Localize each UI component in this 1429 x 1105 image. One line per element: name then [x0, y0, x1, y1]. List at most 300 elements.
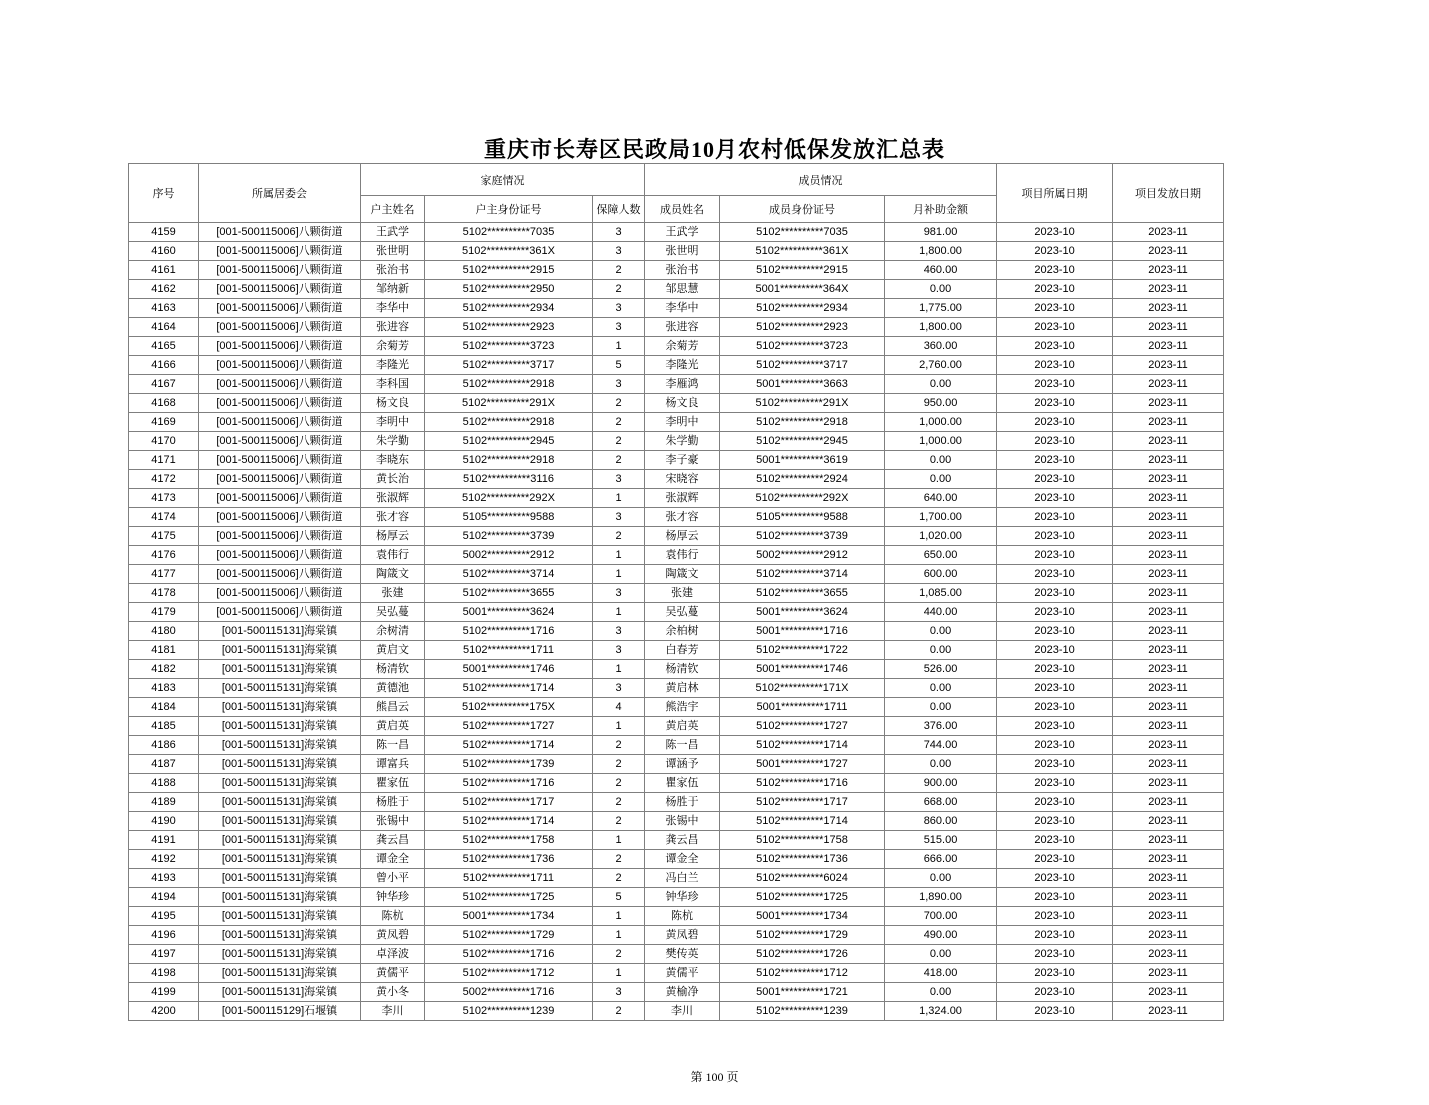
cell-head-id: 5102**********3714 — [425, 565, 593, 584]
table-row — [129, 945, 1224, 964]
cell-project-month: 2023-10 — [997, 242, 1113, 261]
cell-subsidy-amount: 1,800.00 — [885, 318, 997, 337]
cell-committee: [001-500115131]海棠镇 — [199, 755, 361, 774]
table-row — [129, 527, 1224, 546]
cell-head-id: 5102**********2918 — [425, 413, 593, 432]
cell-protected-count: 2 — [593, 945, 645, 964]
cell-issue-month: 2023-11 — [1113, 337, 1224, 356]
cell-subsidy-amount: 950.00 — [885, 394, 997, 413]
cell-project-month: 2023-10 — [997, 660, 1113, 679]
cell-issue-month: 2023-11 — [1113, 660, 1224, 679]
cell-subsidy-amount: 600.00 — [885, 565, 997, 584]
cell-issue-month: 2023-11 — [1113, 603, 1224, 622]
cell-subsidy-amount: 700.00 — [885, 907, 997, 926]
page-title: 重庆市长寿区民政局10月农村低保发放汇总表 — [483, 137, 945, 162]
cell-member-id: 5001**********1711 — [720, 698, 885, 717]
cell-serial: 4184 — [129, 698, 199, 717]
cell-committee: [001-500115006]八颗街道 — [199, 603, 361, 622]
cell-head-id: 5102**********1711 — [425, 869, 593, 888]
cell-head-name: 陈杭 — [361, 907, 425, 926]
cell-subsidy-amount: 490.00 — [885, 926, 997, 945]
cell-serial: 4197 — [129, 945, 199, 964]
cell-project-month: 2023-10 — [997, 945, 1113, 964]
cell-project-month: 2023-10 — [997, 375, 1113, 394]
table-row — [129, 470, 1224, 489]
cell-member-id: 5102**********1725 — [720, 888, 885, 907]
cell-head-name: 谭金全 — [361, 850, 425, 869]
cell-head-name: 黄小冬 — [361, 983, 425, 1002]
cell-project-month: 2023-10 — [997, 679, 1113, 698]
cell-member-id: 5102**********7035 — [720, 223, 885, 242]
cell-subsidy-amount: 1,775.00 — [885, 299, 997, 318]
cell-member-id: 5001**********3663 — [720, 375, 885, 394]
header-member-id: 成员身份证号 — [720, 196, 885, 223]
cell-head-name: 杨厚云 — [361, 527, 425, 546]
cell-member-name: 张淑辉 — [645, 489, 720, 508]
header-protected-count: 保障人数 — [593, 196, 645, 223]
cell-project-month: 2023-10 — [997, 584, 1113, 603]
cell-member-name: 李华中 — [645, 299, 720, 318]
table-row — [129, 280, 1224, 299]
cell-issue-month: 2023-11 — [1113, 945, 1224, 964]
cell-subsidy-amount: 526.00 — [885, 660, 997, 679]
cell-committee: [001-500115006]八颗街道 — [199, 546, 361, 565]
cell-serial: 4198 — [129, 964, 199, 983]
cell-serial: 4180 — [129, 622, 199, 641]
cell-head-name: 李明中 — [361, 413, 425, 432]
cell-member-id: 5102**********6024 — [720, 869, 885, 888]
table-row — [129, 736, 1224, 755]
cell-protected-count: 2 — [593, 812, 645, 831]
cell-subsidy-amount: 2,760.00 — [885, 356, 997, 375]
cell-project-month: 2023-10 — [997, 318, 1113, 337]
cell-serial: 4181 — [129, 641, 199, 660]
cell-serial: 4170 — [129, 432, 199, 451]
cell-head-id: 5102**********2923 — [425, 318, 593, 337]
cell-subsidy-amount: 0.00 — [885, 622, 997, 641]
cell-member-id: 5001**********1727 — [720, 755, 885, 774]
cell-member-name: 杨胜于 — [645, 793, 720, 812]
cell-head-id: 5102**********3655 — [425, 584, 593, 603]
cell-issue-month: 2023-11 — [1113, 413, 1224, 432]
cell-serial: 4175 — [129, 527, 199, 546]
cell-member-name: 李隆光 — [645, 356, 720, 375]
cell-subsidy-amount: 0.00 — [885, 945, 997, 964]
cell-head-id: 5102**********3723 — [425, 337, 593, 356]
cell-subsidy-amount: 0.00 — [885, 375, 997, 394]
cell-member-name: 袁伟行 — [645, 546, 720, 565]
header-member-group: 成员情况 — [645, 164, 997, 196]
cell-head-id: 5102**********1736 — [425, 850, 593, 869]
table-row — [129, 565, 1224, 584]
cell-project-month: 2023-10 — [997, 622, 1113, 641]
cell-subsidy-amount: 860.00 — [885, 812, 997, 831]
cell-protected-count: 3 — [593, 470, 645, 489]
cell-head-name: 李晓东 — [361, 451, 425, 470]
cell-member-id: 5001**********1716 — [720, 622, 885, 641]
cell-serial: 4195 — [129, 907, 199, 926]
cell-committee: [001-500115006]八颗街道 — [199, 432, 361, 451]
cell-project-month: 2023-10 — [997, 223, 1113, 242]
cell-project-month: 2023-10 — [997, 299, 1113, 318]
cell-committee: [001-500115006]八颗街道 — [199, 527, 361, 546]
cell-head-id: 5002**********1716 — [425, 983, 593, 1002]
cell-head-name: 袁伟行 — [361, 546, 425, 565]
cell-subsidy-amount: 515.00 — [885, 831, 997, 850]
cell-member-name: 陈杭 — [645, 907, 720, 926]
table-row — [129, 584, 1224, 603]
cell-issue-month: 2023-11 — [1113, 584, 1224, 603]
cell-serial: 4178 — [129, 584, 199, 603]
table-row — [129, 223, 1224, 242]
cell-subsidy-amount: 0.00 — [885, 280, 997, 299]
header-family-group: 家庭情况 — [361, 164, 645, 196]
cell-member-name: 王武学 — [645, 223, 720, 242]
cell-issue-month: 2023-11 — [1113, 375, 1224, 394]
cell-member-id: 5102**********291X — [720, 394, 885, 413]
cell-subsidy-amount: 640.00 — [885, 489, 997, 508]
cell-member-id: 5102**********1239 — [720, 1002, 885, 1021]
table-row — [129, 831, 1224, 850]
table-row — [129, 660, 1224, 679]
cell-subsidy-amount: 0.00 — [885, 983, 997, 1002]
cell-protected-count: 3 — [593, 223, 645, 242]
cell-protected-count: 4 — [593, 698, 645, 717]
cell-serial: 4177 — [129, 565, 199, 584]
cell-project-month: 2023-10 — [997, 698, 1113, 717]
cell-subsidy-amount: 0.00 — [885, 698, 997, 717]
cell-head-id: 5102**********1725 — [425, 888, 593, 907]
cell-head-id: 5001**********3624 — [425, 603, 593, 622]
cell-member-name: 李子豪 — [645, 451, 720, 470]
cell-subsidy-amount: 650.00 — [885, 546, 997, 565]
cell-project-month: 2023-10 — [997, 261, 1113, 280]
cell-member-name: 黄儒平 — [645, 964, 720, 983]
cell-protected-count: 3 — [593, 679, 645, 698]
cell-member-name: 张进容 — [645, 318, 720, 337]
cell-head-name: 张世明 — [361, 242, 425, 261]
cell-head-id: 5102**********1739 — [425, 755, 593, 774]
cell-head-name: 杨文良 — [361, 394, 425, 413]
cell-head-name: 杨胜于 — [361, 793, 425, 812]
cell-serial: 4182 — [129, 660, 199, 679]
cell-serial: 4169 — [129, 413, 199, 432]
cell-head-name: 钟华珍 — [361, 888, 425, 907]
cell-subsidy-amount: 1,700.00 — [885, 508, 997, 527]
cell-protected-count: 2 — [593, 432, 645, 451]
cell-head-id: 5102**********291X — [425, 394, 593, 413]
cell-member-name: 冯白兰 — [645, 869, 720, 888]
cell-issue-month: 2023-11 — [1113, 983, 1224, 1002]
cell-head-id: 5001**********1746 — [425, 660, 593, 679]
cell-head-id: 5102**********1729 — [425, 926, 593, 945]
cell-committee: [001-500115131]海棠镇 — [199, 698, 361, 717]
cell-head-id: 5102**********3739 — [425, 527, 593, 546]
cell-project-month: 2023-10 — [997, 1002, 1113, 1021]
cell-project-month: 2023-10 — [997, 736, 1113, 755]
cell-head-id: 5102**********1712 — [425, 964, 593, 983]
cell-head-id: 5102**********2934 — [425, 299, 593, 318]
cell-committee: [001-500115131]海棠镇 — [199, 850, 361, 869]
cell-project-month: 2023-10 — [997, 508, 1113, 527]
cell-member-id: 5102**********1758 — [720, 831, 885, 850]
cell-member-name: 钟华珍 — [645, 888, 720, 907]
cell-protected-count: 5 — [593, 888, 645, 907]
cell-committee: [001-500115006]八颗街道 — [199, 299, 361, 318]
cell-committee: [001-500115131]海棠镇 — [199, 774, 361, 793]
page-number: 第 100 页 — [690, 1070, 739, 1084]
cell-issue-month: 2023-11 — [1113, 451, 1224, 470]
cell-protected-count: 2 — [593, 869, 645, 888]
cell-serial: 4183 — [129, 679, 199, 698]
cell-member-id: 5102**********1722 — [720, 641, 885, 660]
cell-serial: 4171 — [129, 451, 199, 470]
cell-protected-count: 1 — [593, 337, 645, 356]
cell-member-name: 吴弘蔓 — [645, 603, 720, 622]
cell-serial: 4173 — [129, 489, 199, 508]
cell-serial: 4166 — [129, 356, 199, 375]
cell-member-name: 余柏树 — [645, 622, 720, 641]
cell-serial: 4190 — [129, 812, 199, 831]
cell-head-name: 张淑辉 — [361, 489, 425, 508]
cell-head-name: 杨清钦 — [361, 660, 425, 679]
cell-head-name: 黄儒平 — [361, 964, 425, 983]
cell-head-name: 熊昌云 — [361, 698, 425, 717]
cell-member-id: 5102**********2915 — [720, 261, 885, 280]
cell-head-id: 5102**********2915 — [425, 261, 593, 280]
cell-project-month: 2023-10 — [997, 831, 1113, 850]
cell-committee: [001-500115131]海棠镇 — [199, 907, 361, 926]
cell-project-month: 2023-10 — [997, 527, 1113, 546]
cell-project-month: 2023-10 — [997, 907, 1113, 926]
cell-member-id: 5102**********1727 — [720, 717, 885, 736]
cell-member-id: 5102**********3655 — [720, 584, 885, 603]
cell-member-id: 5102**********292X — [720, 489, 885, 508]
cell-committee: [001-500115006]八颗街道 — [199, 508, 361, 527]
table-row — [129, 850, 1224, 869]
cell-committee: [001-500115006]八颗街道 — [199, 337, 361, 356]
table-row — [129, 622, 1224, 641]
cell-member-name: 杨文良 — [645, 394, 720, 413]
cell-issue-month: 2023-11 — [1113, 622, 1224, 641]
cell-issue-month: 2023-11 — [1113, 223, 1224, 242]
cell-head-id: 5001**********1734 — [425, 907, 593, 926]
cell-member-name: 龚云昌 — [645, 831, 720, 850]
cell-issue-month: 2023-11 — [1113, 356, 1224, 375]
cell-protected-count: 1 — [593, 964, 645, 983]
cell-member-name: 陈一昌 — [645, 736, 720, 755]
cell-head-id: 5102**********7035 — [425, 223, 593, 242]
cell-project-month: 2023-10 — [997, 356, 1113, 375]
cell-protected-count: 2 — [593, 527, 645, 546]
cell-member-name: 邹思慧 — [645, 280, 720, 299]
cell-project-month: 2023-10 — [997, 565, 1113, 584]
cell-member-id: 5102**********2923 — [720, 318, 885, 337]
table-row — [129, 356, 1224, 375]
cell-project-month: 2023-10 — [997, 641, 1113, 660]
cell-member-name: 杨清钦 — [645, 660, 720, 679]
cell-subsidy-amount: 376.00 — [885, 717, 997, 736]
cell-issue-month: 2023-11 — [1113, 964, 1224, 983]
cell-serial: 4176 — [129, 546, 199, 565]
cell-member-name: 白春芳 — [645, 641, 720, 660]
cell-project-month: 2023-10 — [997, 926, 1113, 945]
cell-subsidy-amount: 0.00 — [885, 451, 997, 470]
cell-member-id: 5102**********2934 — [720, 299, 885, 318]
table-row — [129, 869, 1224, 888]
cell-project-month: 2023-10 — [997, 394, 1113, 413]
cell-committee: [001-500115131]海棠镇 — [199, 736, 361, 755]
cell-subsidy-amount: 0.00 — [885, 679, 997, 698]
cell-head-name: 张才容 — [361, 508, 425, 527]
header-head-name: 户主姓名 — [361, 196, 425, 223]
cell-head-id: 5102**********1716 — [425, 945, 593, 964]
cell-member-name: 张锡中 — [645, 812, 720, 831]
cell-protected-count: 1 — [593, 831, 645, 850]
cell-member-name: 黄启英 — [645, 717, 720, 736]
table-row — [129, 489, 1224, 508]
cell-member-name: 朱学勤 — [645, 432, 720, 451]
cell-head-name: 吴弘蔓 — [361, 603, 425, 622]
cell-committee: [001-500115131]海棠镇 — [199, 926, 361, 945]
cell-member-id: 5102**********1716 — [720, 774, 885, 793]
cell-head-id: 5102**********1758 — [425, 831, 593, 850]
cell-protected-count: 2 — [593, 394, 645, 413]
cell-member-name: 陶箴文 — [645, 565, 720, 584]
cell-project-month: 2023-10 — [997, 546, 1113, 565]
cell-head-id: 5102**********1714 — [425, 679, 593, 698]
cell-subsidy-amount: 668.00 — [885, 793, 997, 812]
cell-protected-count: 3 — [593, 584, 645, 603]
cell-issue-month: 2023-11 — [1113, 679, 1224, 698]
header-head-id: 户主身份证号 — [425, 196, 593, 223]
cell-head-name: 陈一昌 — [361, 736, 425, 755]
table-row — [129, 926, 1224, 945]
table-row — [129, 983, 1224, 1002]
cell-protected-count: 2 — [593, 1002, 645, 1021]
cell-member-id: 5102**********3717 — [720, 356, 885, 375]
cell-committee: [001-500115006]八颗街道 — [199, 242, 361, 261]
cell-project-month: 2023-10 — [997, 869, 1113, 888]
table-row — [129, 755, 1224, 774]
cell-head-name: 张治书 — [361, 261, 425, 280]
cell-head-id: 5102**********1711 — [425, 641, 593, 660]
cell-serial: 4187 — [129, 755, 199, 774]
cell-subsidy-amount: 981.00 — [885, 223, 997, 242]
cell-serial: 4165 — [129, 337, 199, 356]
cell-issue-month: 2023-11 — [1113, 869, 1224, 888]
cell-head-name: 李川 — [361, 1002, 425, 1021]
cell-protected-count: 5 — [593, 356, 645, 375]
cell-protected-count: 1 — [593, 926, 645, 945]
cell-member-id: 5102**********1729 — [720, 926, 885, 945]
cell-issue-month: 2023-11 — [1113, 698, 1224, 717]
cell-serial: 4159 — [129, 223, 199, 242]
cell-issue-month: 2023-11 — [1113, 508, 1224, 527]
cell-committee: [001-500115131]海棠镇 — [199, 679, 361, 698]
cell-member-id: 5102**********361X — [720, 242, 885, 261]
cell-subsidy-amount: 360.00 — [885, 337, 997, 356]
cell-protected-count: 3 — [593, 641, 645, 660]
cell-member-name: 谭金全 — [645, 850, 720, 869]
table-row — [129, 603, 1224, 622]
cell-committee: [001-500115006]八颗街道 — [199, 318, 361, 337]
cell-project-month: 2023-10 — [997, 812, 1113, 831]
cell-head-id: 5102**********3717 — [425, 356, 593, 375]
cell-issue-month: 2023-11 — [1113, 394, 1224, 413]
header-committee: 所属居委会 — [199, 164, 361, 223]
cell-member-name: 黄凤碧 — [645, 926, 720, 945]
cell-protected-count: 3 — [593, 622, 645, 641]
cell-protected-count: 1 — [593, 546, 645, 565]
cell-subsidy-amount: 1,324.00 — [885, 1002, 997, 1021]
table-row — [129, 394, 1224, 413]
cell-protected-count: 3 — [593, 299, 645, 318]
table-row — [129, 261, 1224, 280]
cell-subsidy-amount: 440.00 — [885, 603, 997, 622]
cell-project-month: 2023-10 — [997, 470, 1113, 489]
cell-committee: [001-500115006]八颗街道 — [199, 223, 361, 242]
table-row — [129, 318, 1224, 337]
table-row — [129, 299, 1224, 318]
cell-committee: [001-500115006]八颗街道 — [199, 375, 361, 394]
cell-subsidy-amount: 1,000.00 — [885, 432, 997, 451]
cell-subsidy-amount: 900.00 — [885, 774, 997, 793]
cell-committee: [001-500115131]海棠镇 — [199, 660, 361, 679]
cell-head-name: 黄德池 — [361, 679, 425, 698]
cell-issue-month: 2023-11 — [1113, 299, 1224, 318]
cell-serial: 4192 — [129, 850, 199, 869]
cell-serial: 4168 — [129, 394, 199, 413]
cell-project-month: 2023-10 — [997, 888, 1113, 907]
cell-member-id: 5102**********1712 — [720, 964, 885, 983]
cell-protected-count: 2 — [593, 413, 645, 432]
table-row — [129, 888, 1224, 907]
cell-member-name: 李明中 — [645, 413, 720, 432]
cell-head-name: 谭富兵 — [361, 755, 425, 774]
cell-protected-count: 3 — [593, 375, 645, 394]
table-row — [129, 337, 1224, 356]
cell-subsidy-amount: 1,800.00 — [885, 242, 997, 261]
header-issue-month: 项目发放日期 — [1113, 164, 1224, 223]
cell-issue-month: 2023-11 — [1113, 850, 1224, 869]
cell-head-id: 5102**********2950 — [425, 280, 593, 299]
cell-member-id: 5102**********3723 — [720, 337, 885, 356]
table-row — [129, 546, 1224, 565]
cell-head-name: 张锡中 — [361, 812, 425, 831]
cell-head-id: 5102**********2945 — [425, 432, 593, 451]
cell-subsidy-amount: 460.00 — [885, 261, 997, 280]
cell-issue-month: 2023-11 — [1113, 489, 1224, 508]
cell-issue-month: 2023-11 — [1113, 793, 1224, 812]
cell-member-id: 5002**********2912 — [720, 546, 885, 565]
cell-subsidy-amount: 0.00 — [885, 470, 997, 489]
cell-committee: [001-500115131]海棠镇 — [199, 717, 361, 736]
header-serial: 序号 — [129, 164, 199, 223]
cell-issue-month: 2023-11 — [1113, 774, 1224, 793]
cell-serial: 4185 — [129, 717, 199, 736]
cell-head-name: 李华中 — [361, 299, 425, 318]
cell-serial: 4160 — [129, 242, 199, 261]
cell-subsidy-amount: 1,085.00 — [885, 584, 997, 603]
cell-serial: 4199 — [129, 983, 199, 1002]
cell-issue-month: 2023-11 — [1113, 280, 1224, 299]
cell-issue-month: 2023-11 — [1113, 318, 1224, 337]
cell-member-id: 5105**********9588 — [720, 508, 885, 527]
cell-member-name: 李雁鸿 — [645, 375, 720, 394]
table-row — [129, 451, 1224, 470]
table-row — [129, 432, 1224, 451]
